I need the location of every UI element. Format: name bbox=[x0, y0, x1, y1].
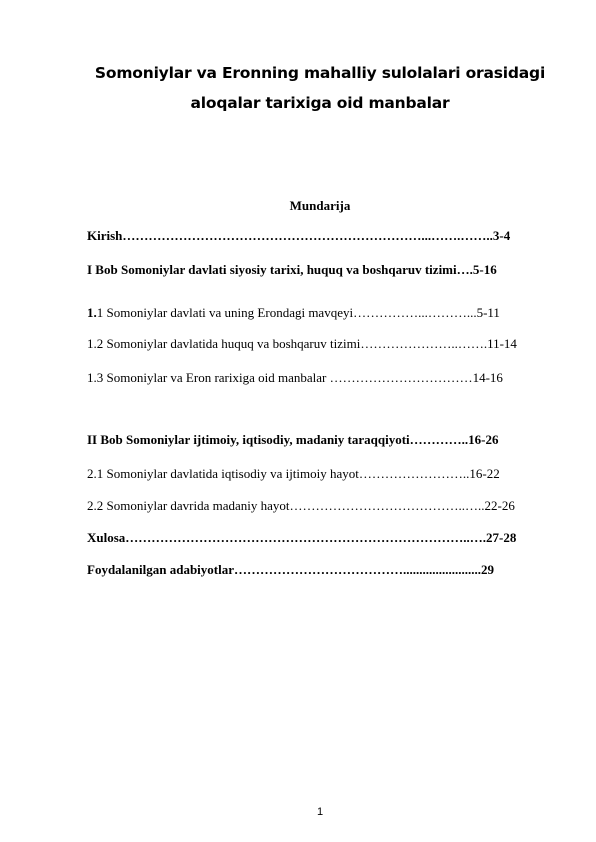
toc-entry-1-3 bbox=[87, 370, 503, 386]
toc-entry-chapter-1 bbox=[87, 262, 497, 278]
page-number: 1 bbox=[316, 806, 324, 818]
toc-entry-text: 1.2 Somoniylar davlatida huquq va boshqaruv tizimi…………………..…….11-14 bbox=[87, 336, 517, 351]
toc-entry-text: Xulosa……………………………………………………………………..….27-28 bbox=[87, 530, 517, 545]
toc-entry-text: 2.1 Somoniylar davlatida iqtisodiy va ijtimoiy hayot……………………..16-22 bbox=[87, 466, 500, 481]
toc-entry-2-2 bbox=[87, 498, 515, 514]
toc-entry-text: 1.3 Somoniylar va Eron rarixiga oid manbalar ……………………………14-16 bbox=[87, 370, 503, 385]
toc-entry-text: 2.2 Somoniylar davrida madaniy hayot…………………………………..…..22-26 bbox=[87, 498, 515, 513]
toc-entry-1-2 bbox=[87, 336, 517, 352]
document-title: Somoniylar va Eronning mahalliy sulolalari orasidagi aloqalar tarixiga oid manbalar bbox=[94, 64, 546, 112]
toc-entry-2-1 bbox=[87, 466, 500, 482]
toc-entry-bibliography bbox=[87, 562, 494, 578]
toc-entry-1-1 bbox=[87, 305, 500, 321]
toc-heading: Mundarija bbox=[289, 198, 351, 213]
toc-entry-text: II Bob Somoniylar ijtimoiy, iqtisodiy, madaniy taraqqiyoti…………..16-26 bbox=[87, 432, 499, 447]
toc-entry-text: Kirish……………………………………………………………...…….……..3-4 bbox=[87, 228, 511, 243]
toc-entry-text: 1 Somoniylar davlati va uning Erondagi mavqeyi……………...………...5-11 bbox=[96, 305, 500, 320]
toc-entry-conclusion bbox=[87, 530, 516, 546]
toc-entry-number: 1. bbox=[87, 305, 97, 320]
toc-entry-text: I Bob Somoniylar davlati siyosiy tarixi, huquq va boshqaruv tizimi….5-16 bbox=[87, 262, 497, 277]
toc-entry-chapter-2 bbox=[87, 432, 498, 448]
toc-entry-introduction bbox=[87, 228, 510, 244]
toc-entry-text: Foydalanilgan adabiyotlar…………………………………........................29 bbox=[87, 562, 494, 577]
